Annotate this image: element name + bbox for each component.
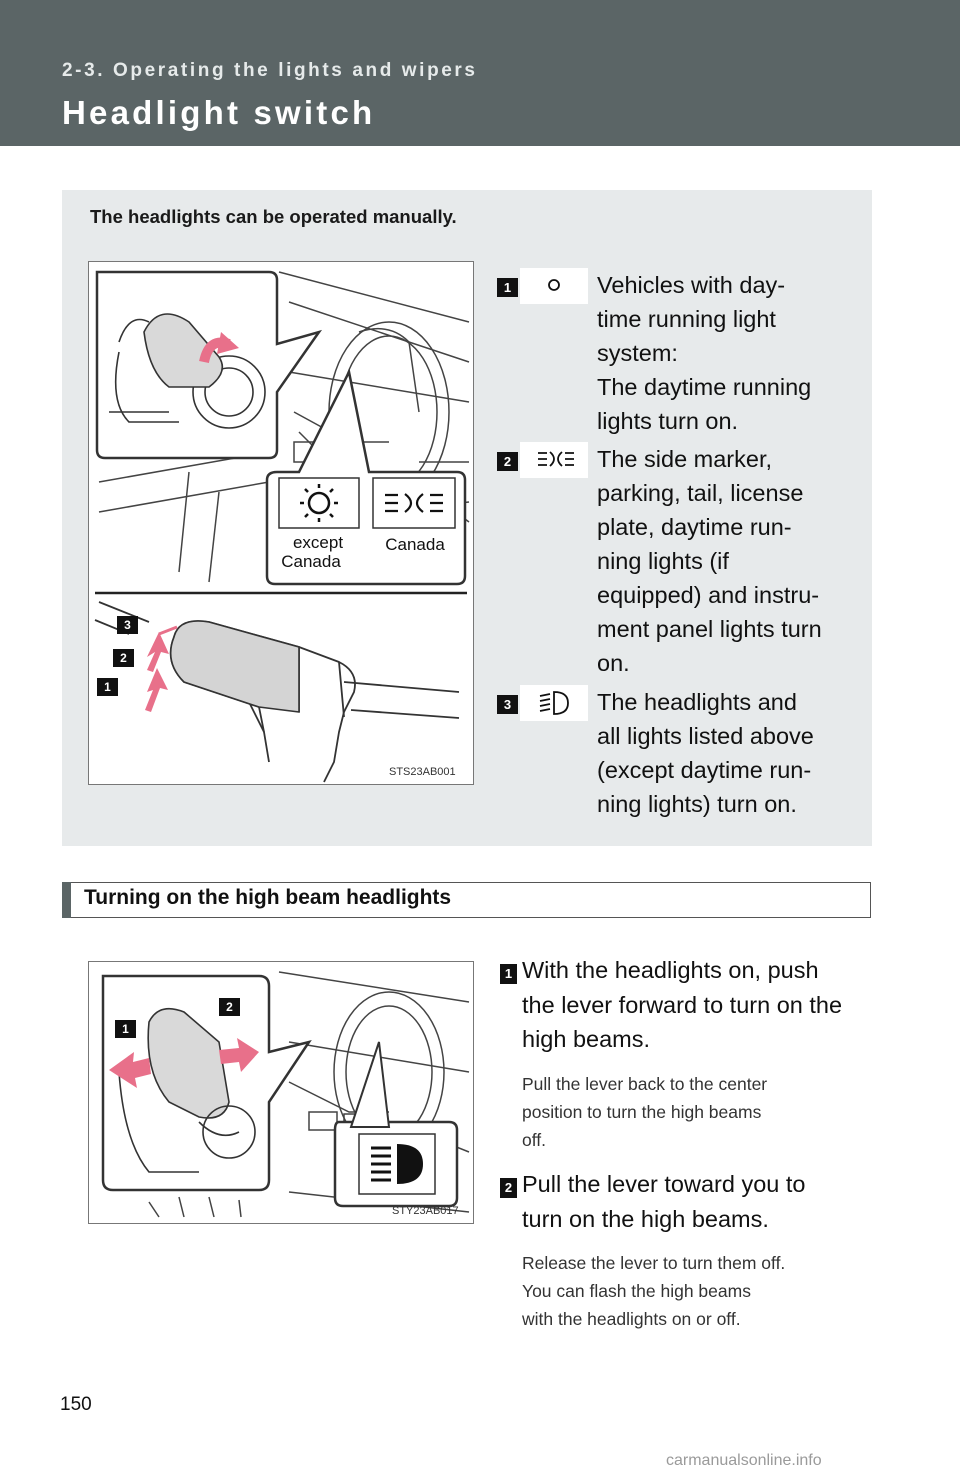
position-3-line: all lights listed above [597,723,814,749]
position-1-line: system: [597,340,678,366]
page-title: Headlight switch [62,94,376,131]
position-3-line: The headlights and [597,689,797,715]
position-badge-2: 2 [497,452,518,471]
position-3-text [597,685,838,821]
step-1-note-line: position to turn the high beams [522,1102,762,1122]
switch-drawing [89,262,473,784]
subsection-header-bar [62,882,71,918]
position-3-line: ning lights) turn on. [597,791,797,817]
page-number: 150 [60,1394,92,1415]
except-label-line1: except [292,533,344,552]
step-2-note-line: Release the lever to turn them off. [522,1253,786,1273]
position-2-line: The side marker, [597,446,773,472]
off-circle-icon [520,268,588,304]
position-1-line: time running light [597,306,776,332]
step-1-line: With the headlights on, push [522,957,819,983]
callout-1: 1 [115,1020,136,1038]
position-2-line: equipped) and instru- [597,582,820,608]
step-badge-1: 1 [500,964,517,984]
step-2-line: turn on the high beams. [522,1205,769,1232]
position-badge-3: 3 [497,695,518,714]
figure-code: STY23AB017 [392,1205,459,1217]
step-2-note [522,1249,865,1333]
callout-1: 1 [97,678,118,696]
position-2-line: on. [597,650,630,676]
step-2-note-line: You can flash the high beams [522,1281,751,1301]
position-1-line: Vehicles with day- [597,272,786,298]
figure-code: STS23AB001 [389,766,456,778]
position-arrows [145,632,169,712]
intro-text: The headlights can be operated manually. [90,206,457,227]
high-beam-drawing [89,962,473,1223]
callout-2: 2 [113,649,134,667]
position-2-text [597,442,838,680]
callout-2: 2 [219,998,240,1016]
position-2-line: plate, daytime run- [597,514,792,540]
high-beam-illustration [88,961,474,1224]
step-1-text [522,953,865,1057]
canada-label: Canada [385,535,445,554]
position-2-line: parking, tail, license [597,480,804,506]
position-1-text [597,268,838,438]
subsection-title: Turning on the high beam headlights [84,886,452,909]
headlight-icon [520,685,588,721]
step-1-line: the lever forward to turn on the [522,991,843,1018]
position-badge-1: 1 [497,278,518,297]
step-2-text [522,1167,865,1236]
position-2-line: ment panel lights turn [597,616,822,642]
step-badge-2: 2 [500,1178,517,1198]
step-2-line: Pull the lever toward you to [522,1171,806,1197]
watermark: carmanualsonline.info [666,1452,822,1469]
position-1-line: The daytime running [597,374,812,400]
parking-lights-icon [520,442,588,478]
position-1-line: lights turn on. [597,408,739,434]
position-2-line: ning lights (if [597,548,729,574]
callout-3: 3 [117,616,138,634]
step-1-line: high beams. [522,1026,651,1052]
step-1-note [522,1070,865,1154]
position-3-line: (except daytime run- [597,757,812,783]
except-label-line2: Canada [281,552,341,571]
headlight-switch-illustration [88,261,474,785]
step-2-note-line: with the headlights on or off. [522,1309,741,1329]
section-label: 2-3. Operating the lights and wipers [62,60,478,81]
step-1-note-line: off. [522,1130,547,1150]
step-1-note-line: Pull the lever back to the center [522,1074,768,1094]
